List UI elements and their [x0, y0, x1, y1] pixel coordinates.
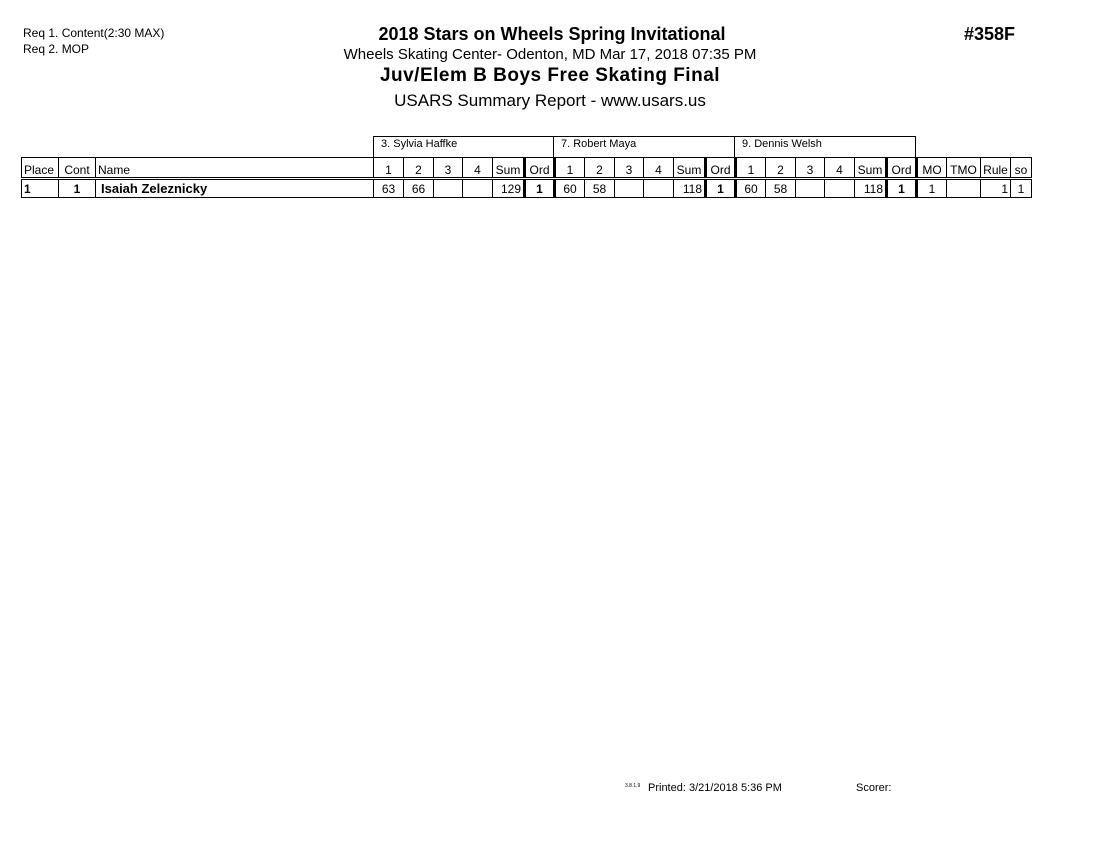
j2-score2-cell: 58	[585, 179, 615, 198]
col-mo: MO	[917, 158, 947, 179]
col-j3-sum: Sum	[855, 158, 887, 179]
col-name: Name	[96, 158, 374, 179]
col-j3-score3: 3	[796, 158, 825, 179]
j1-score3-cell	[434, 179, 463, 198]
j3-ord-cell: 1	[887, 179, 917, 198]
col-j2-score2: 2	[585, 158, 615, 179]
j1-ord-cell: 1	[525, 179, 555, 198]
event-venue-line: Wheels Skating Center- Odenton, MD Mar 17, 2018 07:35 PM	[343, 46, 757, 63]
event-subtitle: Juv/Elem B Boys Free Skating Final	[379, 65, 721, 86]
j3-score2-cell: 58	[766, 179, 796, 198]
col-j3-score1: 1	[736, 158, 766, 179]
col-j1-score2: 2	[404, 158, 434, 179]
col-j1-ord: Ord	[525, 158, 555, 179]
col-place: Place	[22, 158, 59, 179]
col-j2-ord: Ord	[706, 158, 736, 179]
col-so: so	[1011, 158, 1032, 179]
mo-cell: 1	[917, 179, 947, 198]
judge-header-2: 7. Robert Maya	[553, 136, 734, 157]
table-row	[22, 179, 1032, 198]
report-title: USARS Summary Report - www.usars.us	[394, 91, 706, 110]
judge-header-3: 9. Dennis Welsh	[734, 136, 916, 157]
col-j2-score3: 3	[615, 158, 644, 179]
tmo-cell	[947, 179, 981, 198]
col-j1-score3: 3	[434, 158, 463, 179]
col-j1-sum: Sum	[493, 158, 525, 179]
requirement-2: Req 2. MOP	[23, 42, 90, 56]
j3-score4-cell	[825, 179, 855, 198]
j1-score1-cell: 63	[374, 179, 404, 198]
event-number: #358F	[964, 24, 1016, 44]
j1-sum-cell: 129	[493, 179, 525, 198]
j2-score4-cell	[644, 179, 674, 198]
software-version: 3.8.1.9	[625, 783, 641, 789]
col-j3-ord: Ord	[887, 158, 917, 179]
skater-name-cell: Isaiah Zeleznicky	[96, 179, 374, 198]
j2-ord-cell: 1	[706, 179, 736, 198]
col-tmo: TMO	[947, 158, 981, 179]
requirement-1: Req 1. Content(2:30 MAX)	[23, 26, 165, 40]
j2-sum-cell: 118	[674, 179, 706, 198]
j2-score3-cell	[615, 179, 644, 198]
col-j3-score4: 4	[825, 158, 855, 179]
results-table	[21, 157, 1032, 198]
rule-cell: 1	[981, 179, 1011, 198]
col-j1-score1: 1	[374, 158, 404, 179]
j3-score1-cell: 60	[736, 179, 766, 198]
j2-score1-cell: 60	[555, 179, 585, 198]
j3-score3-cell	[796, 179, 825, 198]
col-j2-score4: 4	[644, 158, 674, 179]
judge-header-1: 3. Sylvia Haffke	[373, 136, 554, 157]
j1-score4-cell	[463, 179, 493, 198]
so-cell: 1	[1011, 179, 1032, 198]
place-cell: 1	[22, 179, 59, 198]
j3-sum-cell: 118	[855, 179, 887, 198]
col-rule: Rule	[981, 158, 1011, 179]
col-j2-sum: Sum	[674, 158, 706, 179]
col-j1-score4: 4	[463, 158, 493, 179]
printed-timestamp: Printed: 3/21/2018 5:36 PM	[648, 782, 782, 794]
col-j2-score1: 1	[555, 158, 585, 179]
table-header-row	[22, 158, 1032, 179]
event-title: 2018 Stars on Wheels Spring Invitational	[378, 24, 726, 44]
cont-cell: 1	[59, 179, 96, 198]
scorer-label: Scorer:	[856, 782, 892, 794]
col-j3-score2: 2	[766, 158, 796, 179]
col-cont: Cont	[59, 158, 96, 179]
j1-score2-cell: 66	[404, 179, 434, 198]
